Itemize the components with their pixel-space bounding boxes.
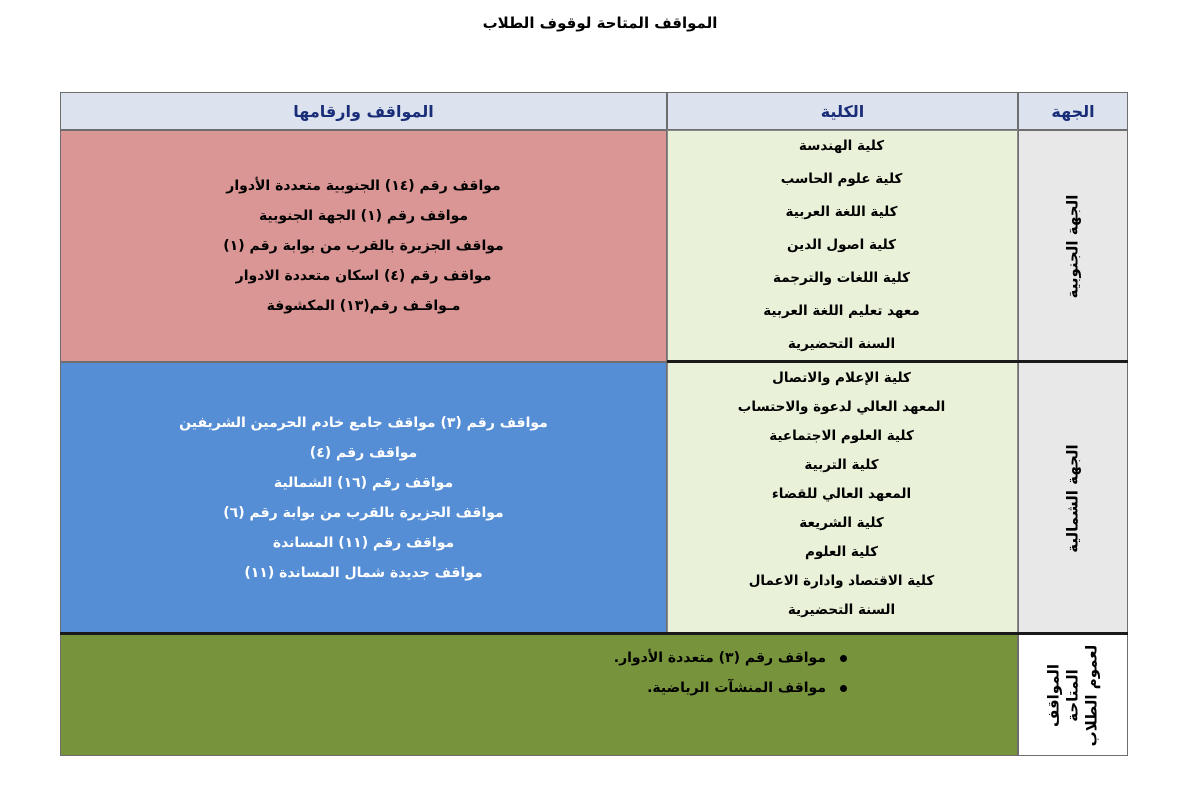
south-parking-item: مواقف رقم (٤) اسكان متعددة الادوار: [235, 268, 492, 284]
south-college-item: السنة التحضيرية: [787, 336, 896, 352]
general-bullet-item: [614, 643, 847, 673]
north-parking-item: مواقف رقم (١١) المساندة: [272, 535, 455, 551]
north-parking-item: مواقف رقم (٣) مواقف جامع خادم الحرمين الشريفين: [179, 415, 548, 431]
south-parking-item: مواقف رقم (١٤) الجنوبية متعددة الأدوار: [226, 178, 501, 194]
general-side-label-cell: [1018, 634, 1128, 756]
south-college-item: كلية اللغات والترجمة: [773, 270, 910, 286]
north-parkings: [60, 362, 667, 634]
south-colleges: [667, 130, 1018, 362]
north-side-label: الجهة الشمالية: [1063, 443, 1082, 553]
north-college-item: المعهد العالي للقضاء: [771, 486, 912, 502]
north-parking-item: مواقف رقم (٤): [309, 445, 418, 461]
general-bullet-list: [614, 643, 847, 703]
bullet-icon: [840, 655, 847, 662]
general-bullet-text: مواقف المنشآت الرياضية.: [647, 680, 826, 696]
parking-table: [60, 92, 1128, 756]
document-title: المواقف المتاحة لوقوف الطلاب: [482, 14, 718, 32]
south-parkings: [60, 130, 667, 362]
section-divider: [667, 360, 1128, 363]
north-colleges: [667, 362, 1018, 634]
general-bullet-text: مواقف رقم (٣) متعددة الأدوار.: [613, 650, 826, 666]
south-parking-item: مواقف رقم (١) الجهة الجنوبية: [258, 208, 469, 224]
south-college-item: كلية اصول الدين: [786, 237, 897, 253]
bullet-icon: [840, 685, 847, 692]
north-college-item: كلية الشريعة: [799, 515, 884, 531]
general-label-line: لعموم الطلاب: [1082, 644, 1101, 746]
north-college-item: كلية الاقتصاد وادارة الاعمال: [748, 573, 935, 589]
general-bullet-item: [614, 673, 847, 703]
north-parking-item: مواقف رقم (١٦) الشمالية: [273, 475, 454, 491]
header-parking: المواقف وارقامها: [60, 92, 667, 130]
south-parking-item: مواقف الجزيرة بالقرب من بوابة رقم (١): [223, 238, 504, 254]
header-college: الكلية: [667, 92, 1018, 130]
general-side-label: [1045, 644, 1102, 746]
header-side: الجهة: [1018, 92, 1128, 130]
south-college-item: كلية اللغة العربية: [785, 204, 898, 220]
south-college-item: معهد تعليم اللغة العربية: [763, 303, 920, 319]
general-parkings: [60, 634, 1018, 756]
north-college-item: كلية العلوم: [805, 544, 878, 560]
south-side-label-cell: [1018, 130, 1128, 362]
north-college-item: المعهد العالي لدعوة والاحتساب: [737, 399, 946, 415]
section-divider: [60, 632, 1128, 635]
north-college-item: كلية الإعلام والاتصال: [772, 370, 911, 386]
north-side-label-cell: [1018, 362, 1128, 634]
south-parking-item: مـواقـف رقم(١٣) المكشوفة: [266, 298, 461, 314]
south-college-item: كلية علوم الحاسب: [780, 171, 903, 187]
south-side-label: الجهة الجنوبية: [1063, 194, 1082, 298]
north-college-item: كلية العلوم الاجتماعية: [769, 428, 914, 444]
north-college-item: السنة التحضيرية: [787, 602, 896, 618]
north-parking-item: مواقف جديدة شمال المساندة (١١): [244, 565, 483, 581]
south-college-item: كلية الهندسة: [798, 138, 885, 154]
general-label-line: المتاحة: [1063, 668, 1082, 722]
general-label-line: المواقف: [1044, 663, 1063, 727]
north-college-item: كلية التربية: [804, 457, 879, 473]
north-parking-item: مواقف الجزيرة بالقرب من بوابة رقم (٦): [223, 505, 504, 521]
